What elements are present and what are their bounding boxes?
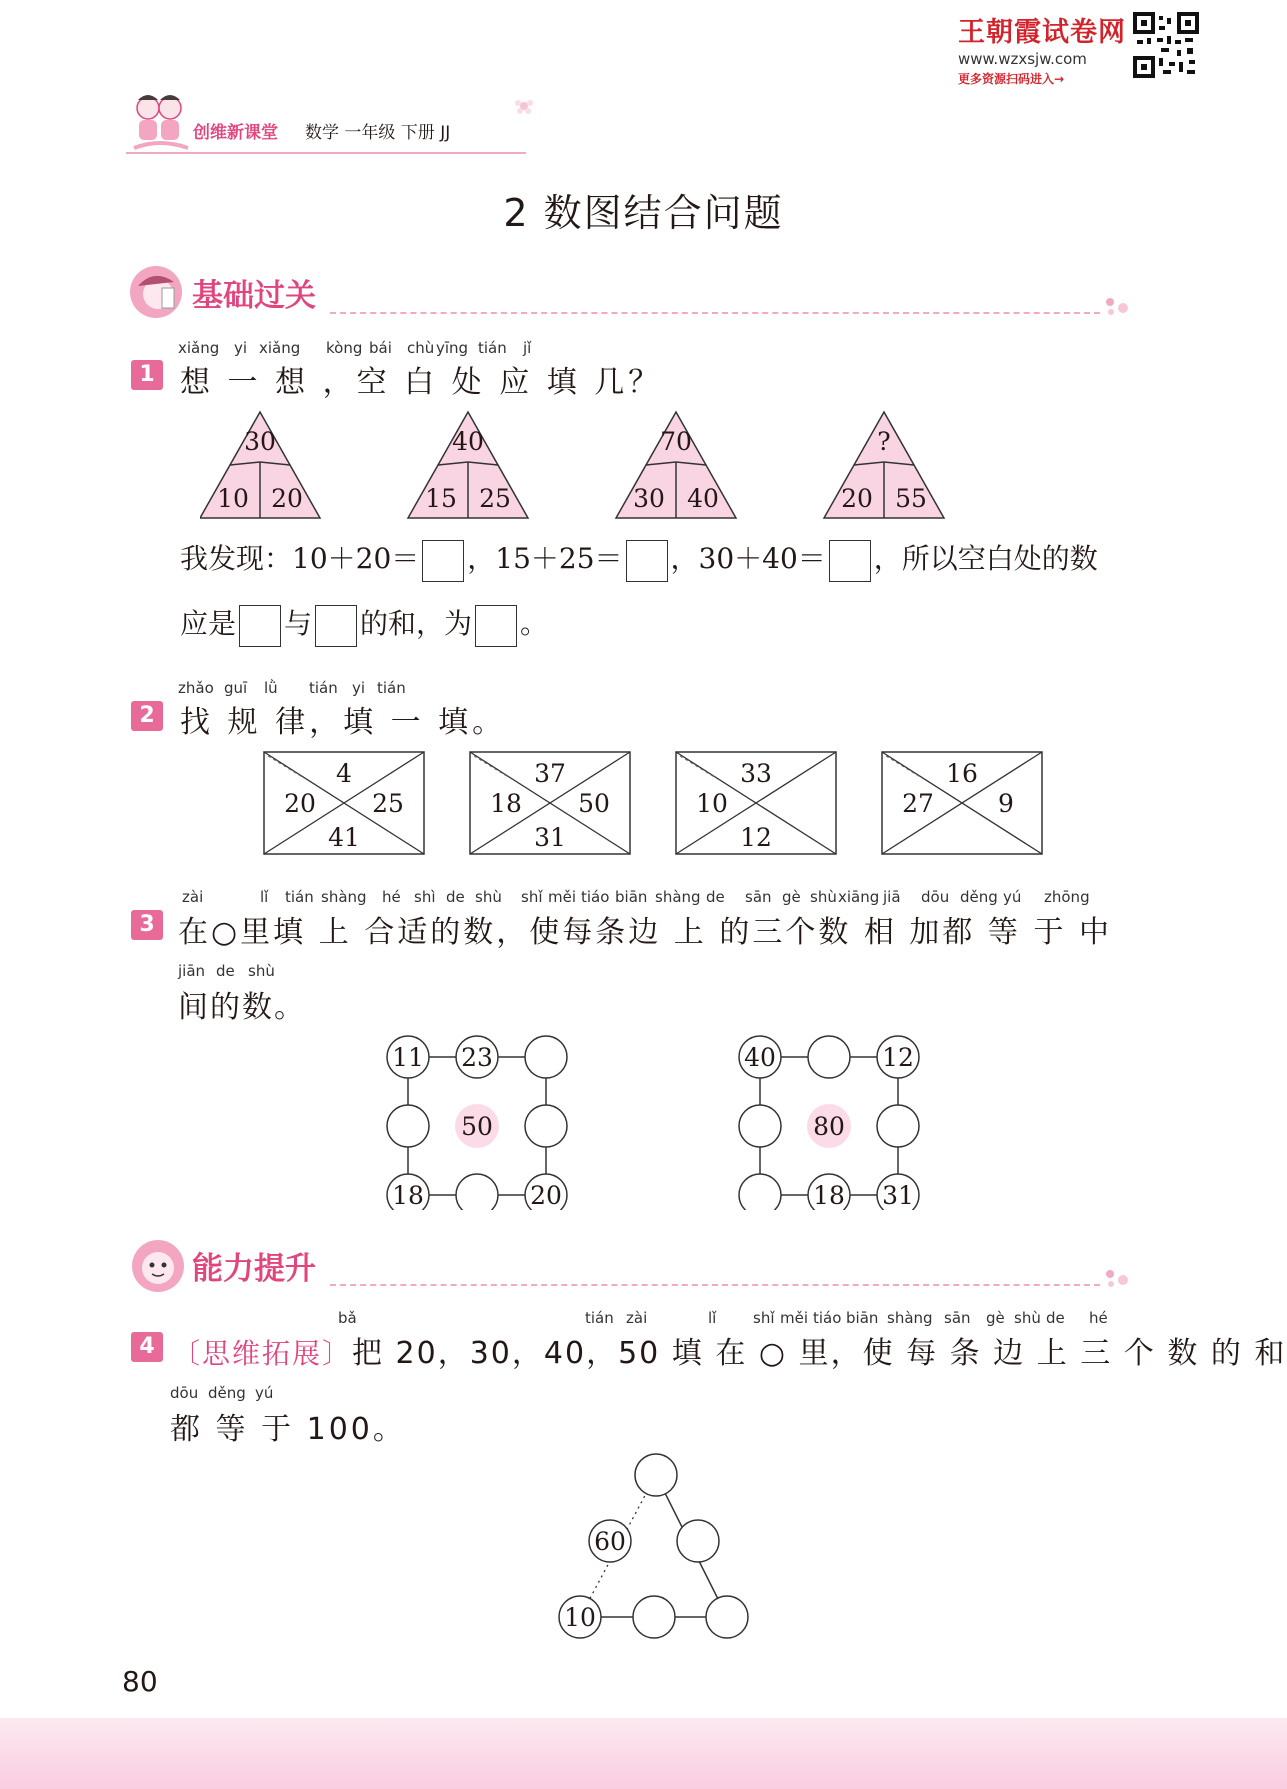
pattern-box (882, 752, 1042, 854)
circle-square (387, 1036, 567, 1210)
triangle-top-value: 40 (452, 427, 484, 456)
pinyin-syllable: sān (745, 888, 772, 906)
series-name: 创维新课堂 (193, 123, 278, 143)
q1-blank-sum-2[interactable] (626, 540, 668, 582)
square-center-value: 80 (813, 1112, 845, 1141)
triangle-top-value: 30 (244, 427, 276, 456)
pinyin-syllable: jiā (883, 888, 901, 906)
q1-answer-line-1: 我发现：10＋20＝ ，15＋25＝ ，30＋40＝ ，所以空白处的数 (180, 537, 1098, 582)
triangle-left-value: 10 (217, 484, 249, 513)
brand-url: www.wzxsjw.com (958, 50, 1087, 68)
answer-circle-blank[interactable] (525, 1105, 567, 1147)
question-4-number: 4 (131, 1332, 163, 1362)
q1-blank-sum-1[interactable] (422, 540, 464, 582)
section-basic-dots (1106, 298, 1132, 316)
pinyin-syllable: de (706, 888, 725, 906)
pinyin-syllable: gè (782, 888, 801, 906)
triangle-top-value: ? (877, 427, 891, 456)
box-left-value: 27 (902, 789, 934, 818)
box-top-value: 16 (946, 759, 978, 788)
qr-code-icon (1133, 12, 1199, 78)
section-advanced-divider (330, 1284, 1100, 1286)
question-1-number: 1 (131, 360, 163, 390)
q2-pattern-boxes (260, 748, 1060, 858)
answer-circle-blank[interactable] (739, 1105, 781, 1147)
q1-blank-sum-3[interactable] (829, 540, 871, 582)
question-4-text-line-2: 都 等 于 100。 (170, 1412, 406, 1447)
box-left-value: 18 (490, 789, 522, 818)
q1-blank-addend-1[interactable] (239, 605, 281, 647)
pinyin-syllable: sān (944, 1309, 971, 1327)
q1-triangles (200, 400, 1100, 530)
q3-pinyin-line-1 (178, 888, 1128, 906)
square-center-value: 50 (461, 1112, 493, 1141)
box-right-value: 9 (998, 789, 1014, 818)
number-triangle (200, 412, 320, 518)
answer-circle-blank[interactable] (456, 1174, 498, 1210)
page-number: 80 (122, 1665, 158, 1698)
footer-band (0, 1718, 1287, 1789)
question-3-text-line-2: 间的数。 (178, 990, 306, 1025)
pinyin-syllable: děng (960, 888, 998, 906)
question-1-text: 想 一 想 ，空 白 处 应 填 几？ (180, 365, 663, 400)
triangle-left-value: 15 (425, 484, 457, 513)
triangle-right-value: 25 (479, 484, 511, 513)
box-left-value: 10 (696, 789, 728, 818)
triangle-right-value: 55 (895, 484, 927, 513)
flower-icon (512, 95, 536, 117)
pinyin-syllable: měi (780, 1309, 809, 1327)
pattern-box (470, 752, 630, 854)
pinyin-syllable: zài (626, 1309, 648, 1327)
pinyin-syllable: de (1046, 1309, 1065, 1327)
pinyin-syllable: hé (1089, 1309, 1108, 1327)
pinyin-syllable: tián (585, 1309, 614, 1327)
answer-circle-blank[interactable] (808, 1036, 850, 1078)
pinyin-syllable: gè (986, 1309, 1005, 1327)
question-3-text-line-1: 在○里填 上 合适的数，使每条边 上 的三个数 相 加都 等 于 中 (178, 915, 1113, 950)
box-left-value: 20 (284, 789, 316, 818)
pinyin-syllable: lǐ (260, 888, 269, 906)
circle-value: 23 (461, 1043, 493, 1072)
pinyin-syllable: shàng (655, 888, 701, 906)
q3-circle-squares (380, 1030, 940, 1210)
page-title: 2 数图结合问题 (503, 191, 784, 235)
answer-circle-blank[interactable] (525, 1036, 567, 1078)
answer-circle-blank[interactable] (635, 1454, 677, 1496)
pinyin-syllable: de (446, 888, 465, 906)
section-advanced-title: 能力提升 (192, 1251, 316, 1287)
circle-square (739, 1036, 919, 1210)
answer-circle-blank[interactable] (877, 1105, 919, 1147)
circle-value: 10 (564, 1603, 596, 1632)
box-bottom-value: 41 (328, 823, 360, 852)
triangle-left-value: 20 (841, 484, 873, 513)
pattern-box (264, 752, 424, 854)
circle-value: 40 (744, 1043, 776, 1072)
girl-section-icon (128, 264, 184, 320)
pinyin-syllable: lǐ (708, 1309, 717, 1327)
q4-pinyin-line-1 (178, 1309, 1128, 1327)
question-4-text-line-1: 〔思维拓展〕把 20，30，40，50 填 在 ○ 里，使 每 条 边 上 三 个 数 的 和 (172, 1336, 1287, 1371)
section-advanced-dots (1106, 1270, 1132, 1288)
answer-circle-blank[interactable] (387, 1105, 429, 1147)
box-top-value: 4 (336, 759, 352, 788)
question-2-number: 2 (131, 701, 163, 731)
pinyin-syllable: tiáo (813, 1309, 842, 1327)
pinyin-syllable: shǐ (753, 1309, 775, 1327)
pinyin-syllable: shàng (887, 1309, 933, 1327)
pinyin-syllable: hé (382, 888, 401, 906)
pinyin-syllable: xiāng (838, 888, 880, 906)
circle-value: 18 (392, 1181, 424, 1210)
brand-name: 王朝霞试卷网 (958, 17, 1126, 48)
question-2-text: 找 规 律，填 一 填。 (180, 705, 507, 740)
pinyin-syllable: yú (1003, 888, 1022, 906)
circle-value: 12 (882, 1043, 914, 1072)
kids-mascot-icon (126, 90, 196, 156)
circle-value: 11 (392, 1043, 424, 1072)
pattern-box (676, 752, 836, 854)
triangle-right-value: 40 (687, 484, 719, 513)
box-top-value: 37 (534, 759, 566, 788)
pinyin-syllable: bǎ (338, 1309, 357, 1327)
box-right-value: 50 (578, 789, 610, 818)
q4-triangle-circles (550, 1450, 770, 1650)
pinyin-syllable: zài (182, 888, 204, 906)
number-triangle (408, 412, 528, 518)
pinyin-syllable: shǐ (521, 888, 543, 906)
section-basic-title: 基础过关 (192, 278, 316, 314)
section-basic-divider (330, 312, 1100, 314)
brand-logo (958, 10, 1133, 87)
circle-value: 18 (813, 1181, 845, 1210)
number-triangle (616, 412, 736, 518)
pinyin-syllable: shù (810, 888, 837, 906)
q4-tag: 〔思维拓展〕 (172, 1337, 353, 1370)
pinyin-syllable: shù (475, 888, 502, 906)
circle-value: 31 (882, 1181, 914, 1210)
box-bottom-value: 12 (740, 823, 772, 852)
triangle-right-value: 20 (271, 484, 303, 513)
pinyin-syllable: shàng (321, 888, 367, 906)
subject-info: 数学 一年级 下册 JJ (305, 123, 451, 143)
triangle-top-value: 70 (660, 427, 692, 456)
answer-circle-blank[interactable] (706, 1596, 748, 1638)
box-top-value: 33 (740, 759, 772, 788)
pinyin-syllable: biān (615, 888, 648, 906)
number-triangle (824, 412, 944, 518)
monkey-section-icon (130, 1238, 186, 1294)
answer-circle-blank[interactable] (739, 1174, 781, 1210)
triangle-left-value: 30 (633, 484, 665, 513)
pinyin-syllable: shù (1014, 1309, 1041, 1327)
pinyin-syllable: dōu (921, 888, 950, 906)
pinyin-syllable: měi (548, 888, 577, 906)
question-3-number: 3 (131, 910, 163, 940)
pinyin-syllable: zhōng (1044, 888, 1090, 906)
answer-circle-blank[interactable] (677, 1520, 719, 1562)
pinyin-syllable: tián (285, 888, 314, 906)
pinyin-syllable: shì (414, 888, 436, 906)
pinyin-syllable: biān (846, 1309, 879, 1327)
q1-answer-line-2: 应是 与 的和，为 。 (180, 602, 548, 647)
q1-blank-addend-2[interactable] (315, 605, 357, 647)
circle-value: 60 (594, 1527, 626, 1556)
pinyin-syllable: tiáo (581, 888, 610, 906)
box-right-value: 25 (372, 789, 404, 818)
box-bottom-value: 31 (534, 823, 566, 852)
brand-tagline: 更多资源扫码进入→ (958, 72, 1065, 86)
circle-value: 20 (530, 1181, 562, 1210)
answer-circle-blank[interactable] (633, 1596, 675, 1638)
q1-blank-result[interactable] (475, 605, 517, 647)
header-divider (126, 152, 526, 154)
